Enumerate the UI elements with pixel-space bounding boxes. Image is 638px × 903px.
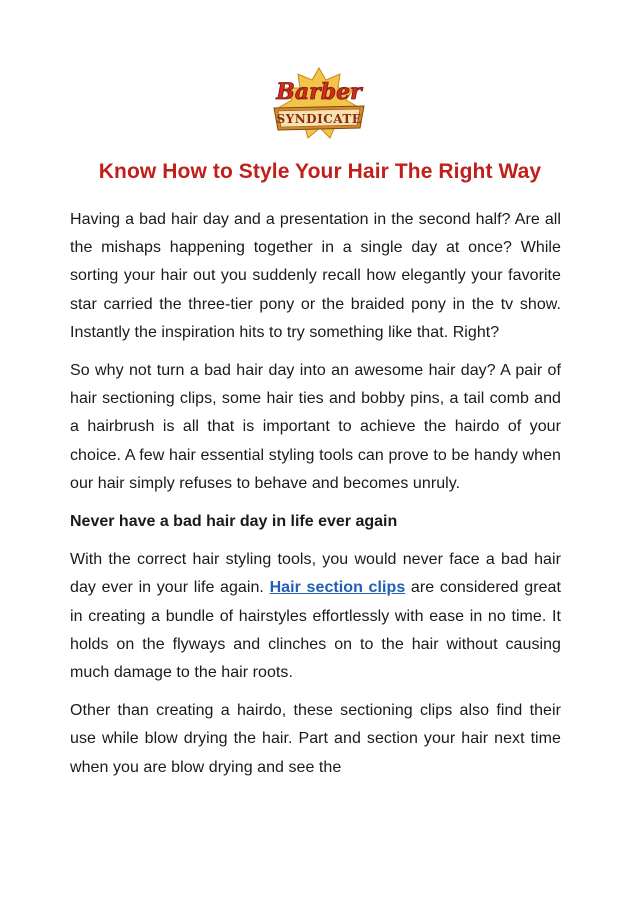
logo-text-syndicate: SYNDICATE: [276, 112, 362, 126]
logo-text-barber: Barber: [276, 79, 362, 105]
page-title: Know How to Style Your Hair The Right Way: [98, 160, 542, 183]
hair-section-clips-link[interactable]: Hair section clips: [269, 579, 406, 597]
section-heading: Never have a bad hair day in life ever again: [70, 513, 398, 531]
article-body: [70, 206, 561, 792]
paragraph-intro: Having a bad hair day and a presentation in the second half? Are all the mishaps happening together in a single day at once? While sorting your hair out you suddenly recall how elegantly your favorite star carried the three-tier pony or the braided pony in the tv show. Instantly the inspiration hits to try something like that. Right?: [70, 211, 561, 341]
barber-syndicate-logo: [268, 66, 370, 142]
paragraph-tools: So why not turn a bad hair day into an awesome hair day? A pair of hair sectioning clips, some hair ties and bobby pins, a tail comb and a hairbrush is all that is important to achieve the hairdo of your choice. A few hair essential styling tools can prove to be handy when our hair simply refuses to behave and becomes unruly.: [70, 362, 561, 492]
paragraph-clips-text-1: With the correct hair styling tools, you would never face a bad hair day ever in your life again.: [70, 551, 561, 597]
paragraph-clips: [70, 546, 561, 687]
paragraph-blow-dry: Other than creating a hairdo, these sectioning clips also find their use while blow drying the hair. Part and section your hair next time when you are blow drying and see the: [70, 702, 561, 776]
paragraph-clips-text-2: are considered great in creating a bundle of hairstyles effortlessly with ease in no time. It holds on the flyways and clinches on to the hair without causing much damage to the hair roots.: [70, 579, 561, 682]
